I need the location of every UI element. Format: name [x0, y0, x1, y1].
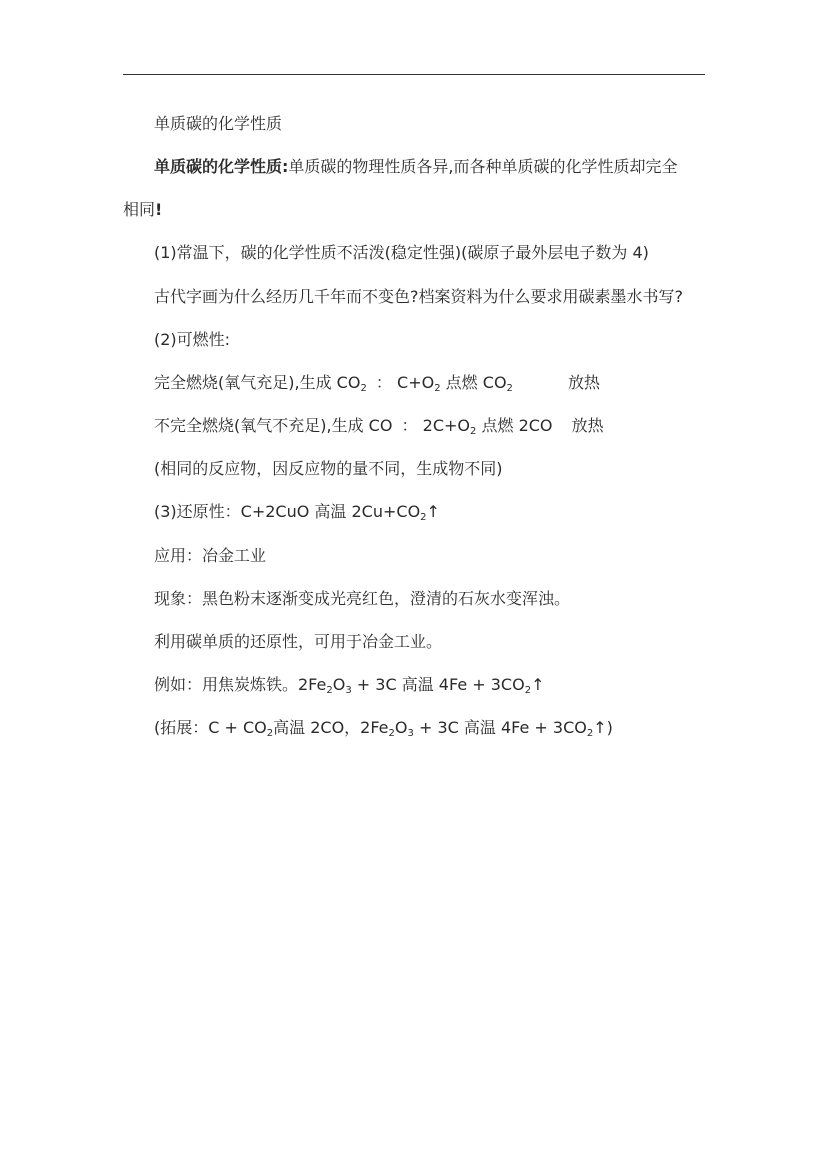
ex-s1: 2	[326, 685, 333, 696]
cc-eq: C+O	[397, 373, 435, 392]
ext-d: + 3C 高温 4Fe + 3CO	[413, 718, 587, 737]
ex-a: 例如：用焦炭炼铁。2Fe	[154, 675, 327, 694]
usage-text: 利用碳单质的还原性，可用于冶金工业。	[154, 632, 443, 651]
intro-line-2	[123, 200, 162, 220]
ic-cond: 点燃	[481, 416, 514, 435]
intro-exclaim: !	[155, 200, 163, 219]
ex-b: O	[332, 675, 346, 694]
incomplete-combustion-line	[154, 416, 604, 436]
question-text: 古代字画为什么经历几千年而不变色?档案资料为什么要求用碳素墨水书写?	[154, 287, 683, 306]
ic-sep: ：	[401, 416, 418, 435]
ext-s4: 2	[586, 728, 594, 739]
ex-c: + 3C 高温 4Fe + 3CO	[351, 675, 525, 694]
example-line	[154, 675, 544, 695]
ext-s1: 2	[266, 728, 274, 739]
item-2-text: (2)可燃性:	[154, 330, 231, 349]
header-rule	[123, 74, 705, 75]
up-arrow-icon: ↑	[531, 675, 545, 694]
cc-sep: ：	[375, 373, 392, 392]
heading-text: 单质碳的化学性质	[154, 114, 283, 133]
ic-sub1: 2	[470, 426, 477, 437]
extension-line	[154, 718, 613, 738]
ic-prod: 2CO	[518, 416, 553, 435]
intro-text-cont: 相同	[123, 200, 156, 219]
item-1-text: (1)常温下，碳的化学性质不活泼(稳定性强)(碳原子最外层电子数为 4)	[154, 243, 649, 262]
cc-sub1: 2	[360, 383, 367, 394]
up-arrow-icon: ↑	[426, 502, 440, 521]
ic-text: 不完全燃烧(氧气不充足),生成 CO	[154, 416, 393, 435]
ex-s3: 2	[524, 685, 532, 696]
item-3-sub: 2	[420, 512, 427, 523]
application-text: 应用：冶金工业	[154, 546, 267, 565]
note-line	[154, 459, 503, 479]
ic-eq: 2C+O	[422, 416, 470, 435]
ext-s2: 2	[388, 728, 395, 739]
ext-c: O	[394, 718, 408, 737]
cc-sub3: 2	[506, 383, 513, 394]
cc-cond: 点燃	[445, 373, 478, 392]
cc-heat: 放热	[568, 373, 601, 392]
application-line	[154, 546, 266, 566]
phenomenon-line	[154, 589, 570, 609]
ex-s2: 3	[345, 685, 352, 696]
usage-line	[154, 632, 442, 652]
ext-e: ↑)	[593, 718, 613, 737]
note-text: (相同的反应物，因反应物的量不同，生成物不同)	[154, 459, 503, 478]
cc-text: 完全燃烧(氧气充足),生成 CO	[154, 373, 361, 392]
ext-a: (拓展：C + CO	[154, 718, 267, 737]
item-3-text: (3)还原性：C+2CuO 高温 2Cu+CO	[154, 502, 421, 521]
cc-sub2: 2	[434, 383, 441, 394]
item-3	[154, 502, 440, 522]
item-2	[154, 330, 230, 350]
complete-combustion-line	[154, 373, 600, 393]
ext-s3: 3	[407, 728, 414, 739]
phenomenon-text: 现象：黑色粉末逐渐变成光亮红色，澄清的石灰水变浑浊。	[154, 589, 571, 608]
item-1	[154, 243, 649, 263]
cc-prod: CO	[482, 373, 507, 392]
ext-b: 高温 2CO，2Fe	[273, 718, 389, 737]
ic-heat: 放热	[571, 416, 604, 435]
intro-bold-label: 单质碳的化学性质:	[154, 157, 289, 176]
section-heading	[154, 114, 282, 134]
question-line	[154, 287, 683, 307]
intro-text: 单质碳的物理性质各异,而各种单质碳的化学性质却完全	[288, 157, 678, 176]
intro-line-1	[154, 157, 678, 177]
